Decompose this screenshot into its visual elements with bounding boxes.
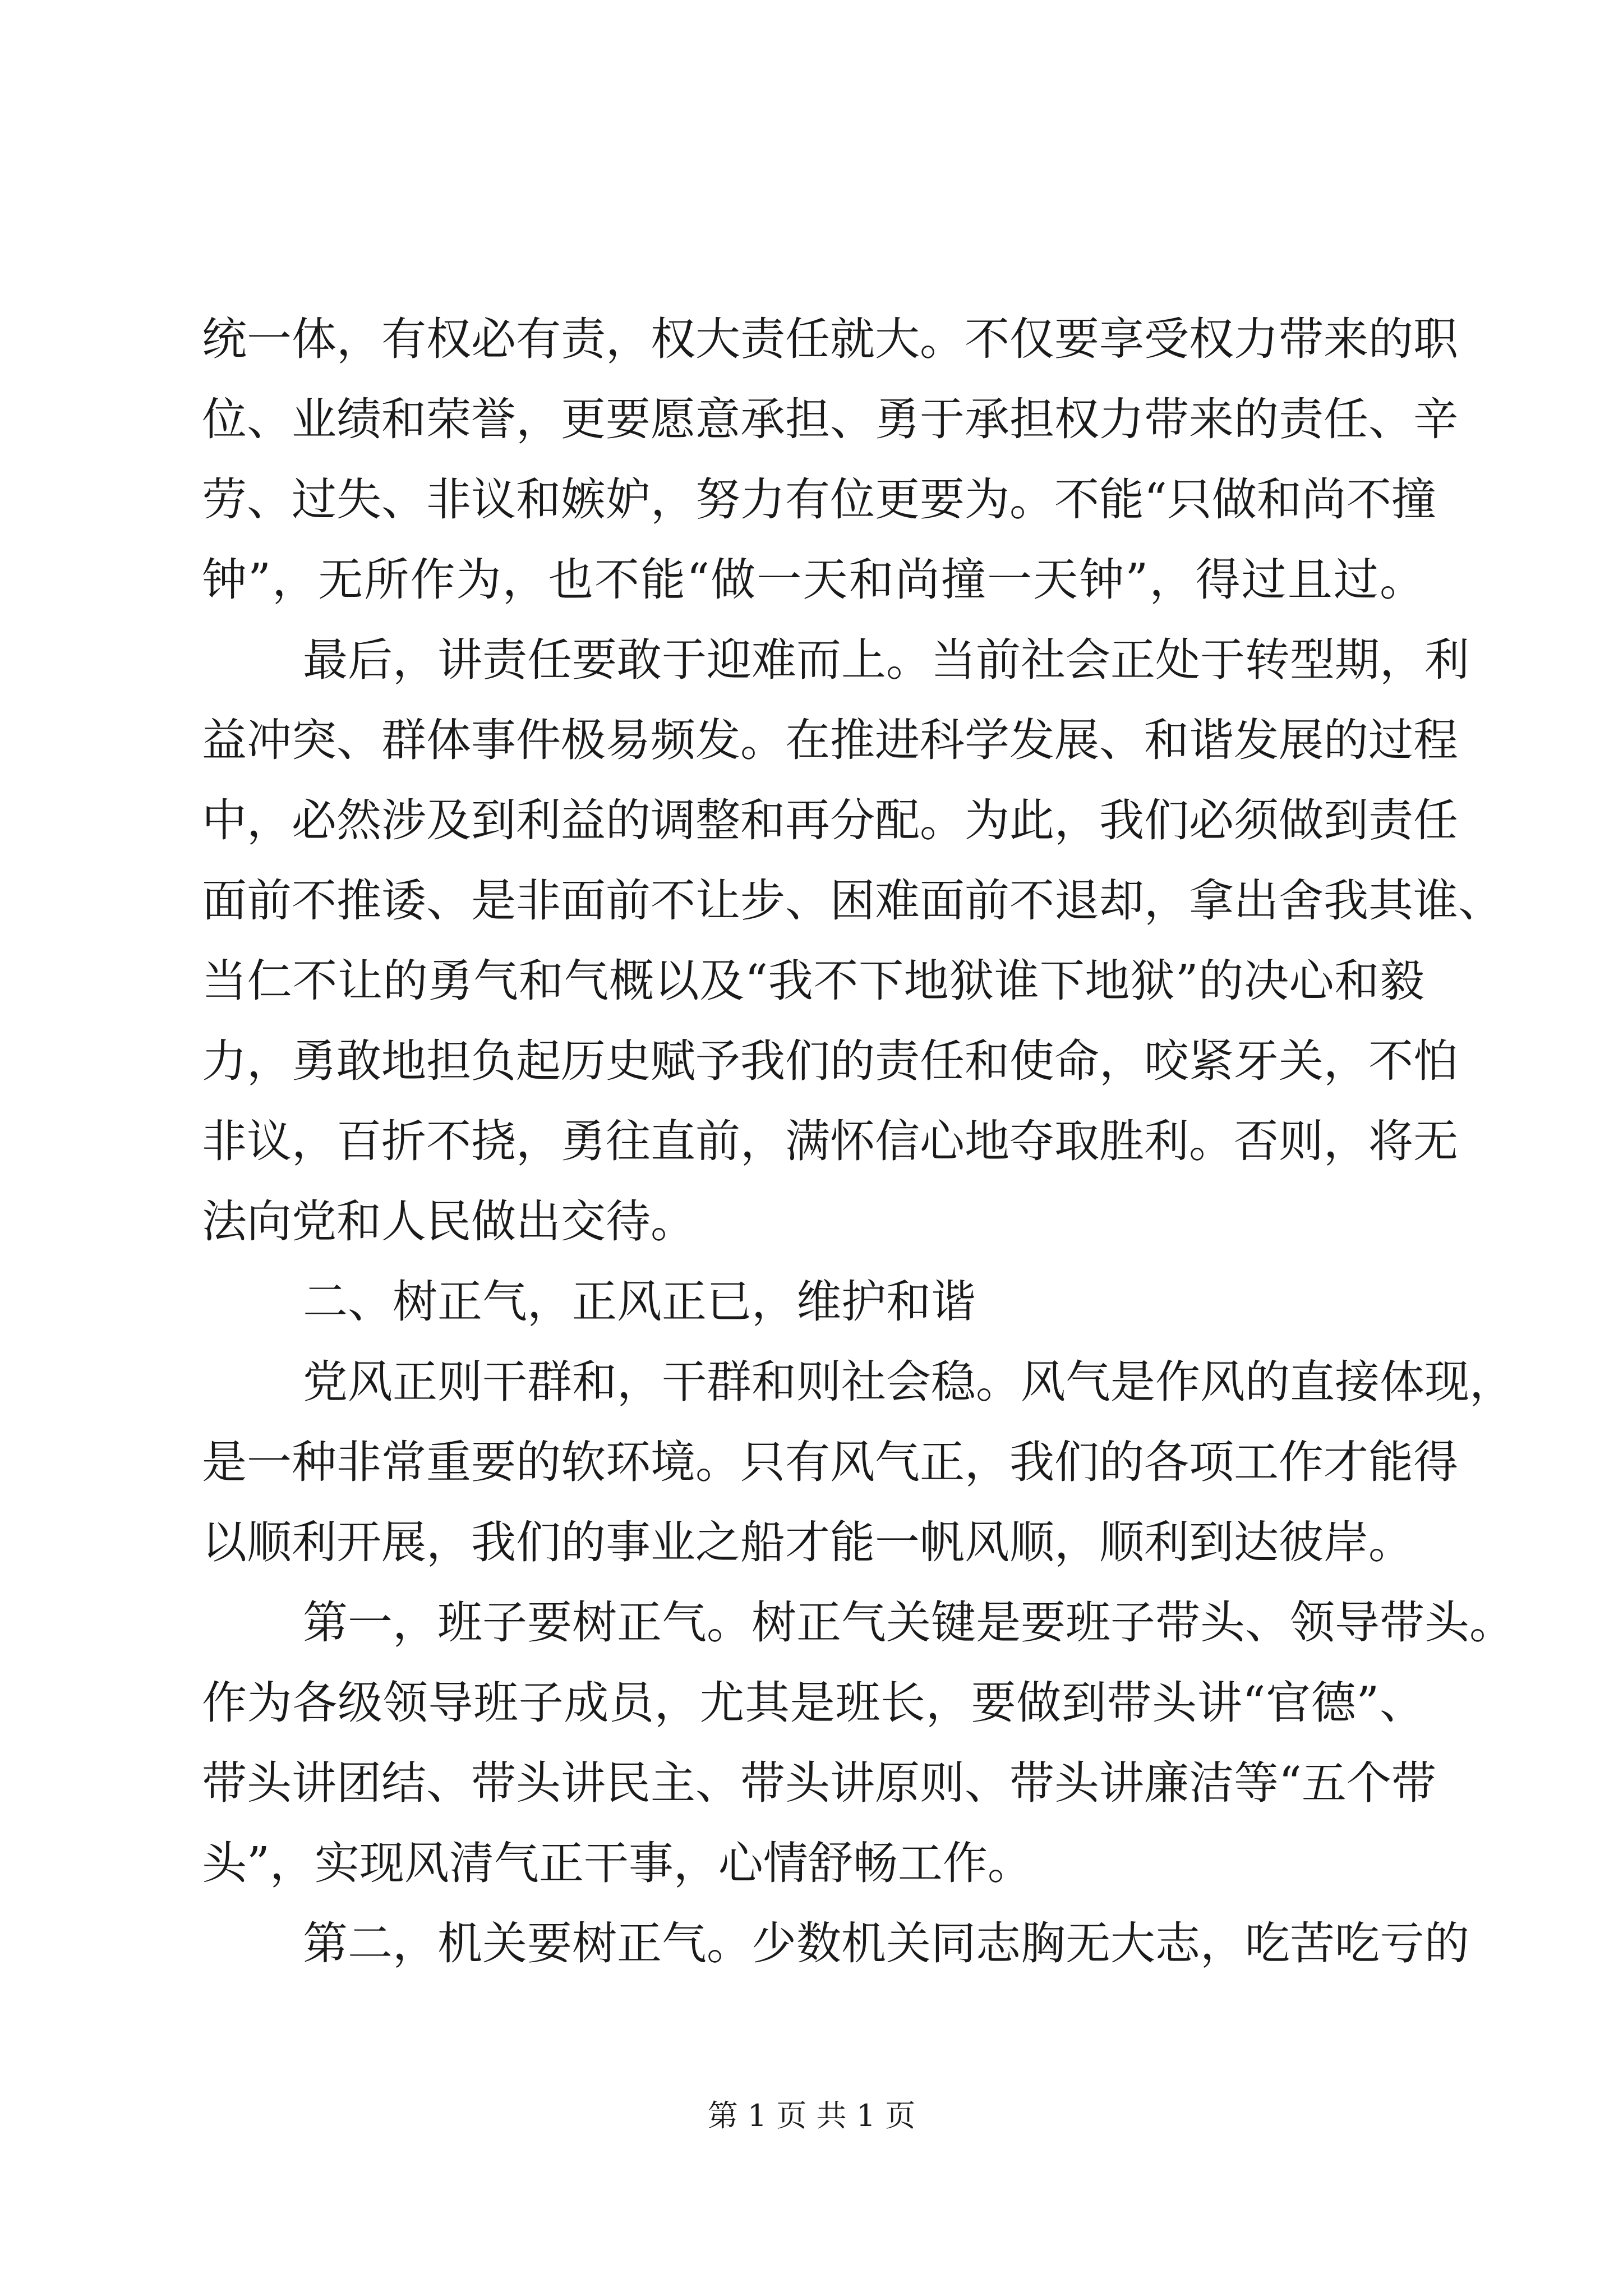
section-heading: 二、树正气，正风正已，维护和谐	[303, 1276, 976, 1328]
text-line: 是一种非常重要的软环境。只有风气正，我们的各项工作才能得	[202, 1436, 1458, 1488]
text-line: 作为各级领导班子成员，尤其是班长，要做到带头讲“官德”、	[202, 1677, 1424, 1729]
paragraph-first-line: 最后，讲责任要敢于迎难而上。当前社会正处于转型期，利	[303, 634, 1469, 686]
text-line: 中，必然涉及到利益的调整和再分配。为此，我们必须做到责任	[202, 794, 1458, 846]
text-line: 统一体，有权必有责，权大责任就大。不仅要享受权力带来的职	[202, 313, 1458, 365]
paragraph-first-line: 第二，机关要树正气。少数机关同志胸无大志，吃苦吃亏的	[303, 1917, 1469, 1970]
text-line: 法向党和人民做出交待。	[202, 1195, 695, 1248]
text-line: 面前不推诿、是非面前不让步、困难面前不退却，拿出舍我其谁、	[202, 875, 1503, 927]
text-line: 力，勇敢地担负起历史赋予我们的责任和使命，咬紧牙关，不怕	[202, 1035, 1458, 1087]
text-line: 带头讲团结、带头讲民主、带头讲原则、带头讲廉洁等“五个带	[202, 1757, 1436, 1809]
text-line: 劳、过失、非议和嫉妒，努力有位更要为。不能“只做和尚不撞	[202, 473, 1436, 526]
text-line: 益冲突、群体事件极易频发。在推进科学发展、和谐发展的过程	[202, 714, 1458, 766]
text-line: 以顺利开展，我们的事业之船才能一帆风顺，顺利到达彼岸。	[202, 1516, 1413, 1568]
text-line: 位、业绩和荣誉，更要愿意承担、勇于承担权力带来的责任、辛	[202, 393, 1458, 445]
text-line: 非议，百折不挠，勇往直前，满怀信心地夺取胜利。否则，将无	[202, 1115, 1458, 1167]
text-line: 头”，实现风清气正干事，心情舒畅工作。	[202, 1837, 1032, 1889]
page-footer: 第 1 页 共 1 页	[707, 2098, 916, 2133]
text-line: 钟”，无所作为，也不能“做一天和尚撞一天钟”，得过且过。	[202, 554, 1424, 606]
paragraph-first-line: 党风正则干群和，干群和则社会稳。风气是作风的直接体现，	[303, 1356, 1514, 1408]
text-line: 当仁不让的勇气和气概以及“我不下地狱谁下地狱”的决心和毅	[202, 955, 1424, 1007]
paragraph-first-line: 第一，班子要树正气。树正气关键是要班子带头、领导带头。	[303, 1596, 1514, 1649]
